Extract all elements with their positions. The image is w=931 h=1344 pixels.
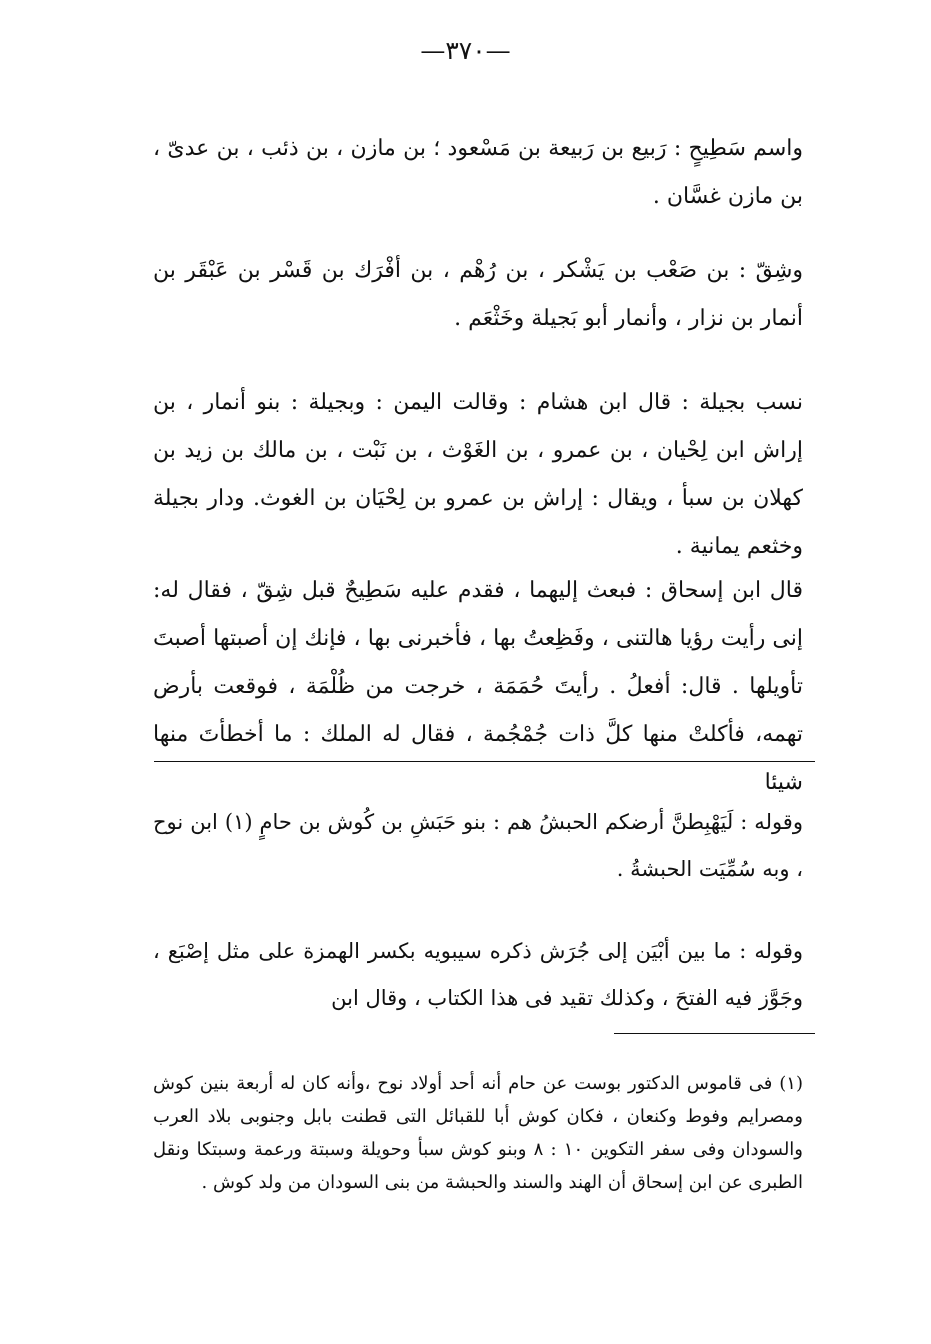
page-number: —٣٧٠— <box>420 36 511 65</box>
body-paragraph-bajila-lineage: نسب بجيلة : قال ابن هشام : وقالت اليمن : وبجيلة : بنو أنمار ، بن إراش ابن لِحْيان ، بن عمرو ، بن الغَوْث ، بن نَبْت ، بن مالك بن زيد بن كهلان بن سبأ ، ويقال : إراش بن عمرو بن لِحْيَان بن الغوث. ودار بجيلة وخثعم يمانية . <box>153 390 803 559</box>
footnote-divider <box>614 1033 815 1034</box>
body-paragraph-shiqq-lineage: وشِقّ : بن صَعْب بن يَشْكر ، بن رُهْم ، بن أفْرَك بن قَسْر بن عَبْقَر بن أنمار بن نزار ، وأنمار أبو بَجيلة وخَثْعَم . <box>153 258 803 331</box>
body-paragraph-name-of-satih: واسم سَطِيحٍ : رَبيع بن رَبيعة بن مَسْعود ؛ بن مازن ، بن ذئب ، بن عدىّ ، بن مازن غسَّان . <box>153 136 803 209</box>
commentary-note-abyan: وقوله : ما بين أبْيَن إلى جُرَش ذكره سيبويه بكسر الهمزة على مثل إصْبَع ، وجَوَّز فيه الفتحَ ، وكذلك تقيد فى هذا الكتاب ، وقال ابن <box>153 939 803 1010</box>
body-paragraph-dream-story: قال ابن إسحاق : فبعث إليهما ، فقدم عليه سَطِيحٌ قبل شِقّ ، فقال له: إنى رأيت رؤيا هالتنى ، وفَظِعتُ بها ، فأخبرنى بها ، فإنك إن أصبتها أصبتَ تأويلها . قال: أفعلُ . رأيتَ حُمَمَة ، خرجت من ظُلْمَة ، فوقعت بأرض تهمه، فأكلتْ منها كلَّ ذات جُمْجُمة ، فقال له الملك : ما أخطأتَ منها شيئا <box>153 578 803 795</box>
main-text-divider <box>154 761 815 762</box>
footnote-1: (١) فى قاموس الدكتور بوست عن حام أنه أحد أولاد نوح ،وأنه كان له أربعة بنين كوش ومصرايم وفوط وكنعان ، فكان كوش أبا للقبائل التى قطنت بابل وجنوبى بلاد العرب والسودان وفى سفر التكوين ١٠ : ٨ وبنو كوش سبأ وحويلة وسبتة ورعمة وسبتكا ونقل الطبرى عن ابن إسحاق أن الهند والسند والحبشة من بنى السودان من ولد كوش . <box>153 1073 803 1193</box>
commentary-note-habash: وقوله : لَيَهْبِطنَّ أرضكم الحبشُ هم : بنو حَبَشِ بن كُوش بن حامٍ (١) ابن نوح ، وبه سُمِّيَت الحبشةُ . <box>153 810 803 881</box>
